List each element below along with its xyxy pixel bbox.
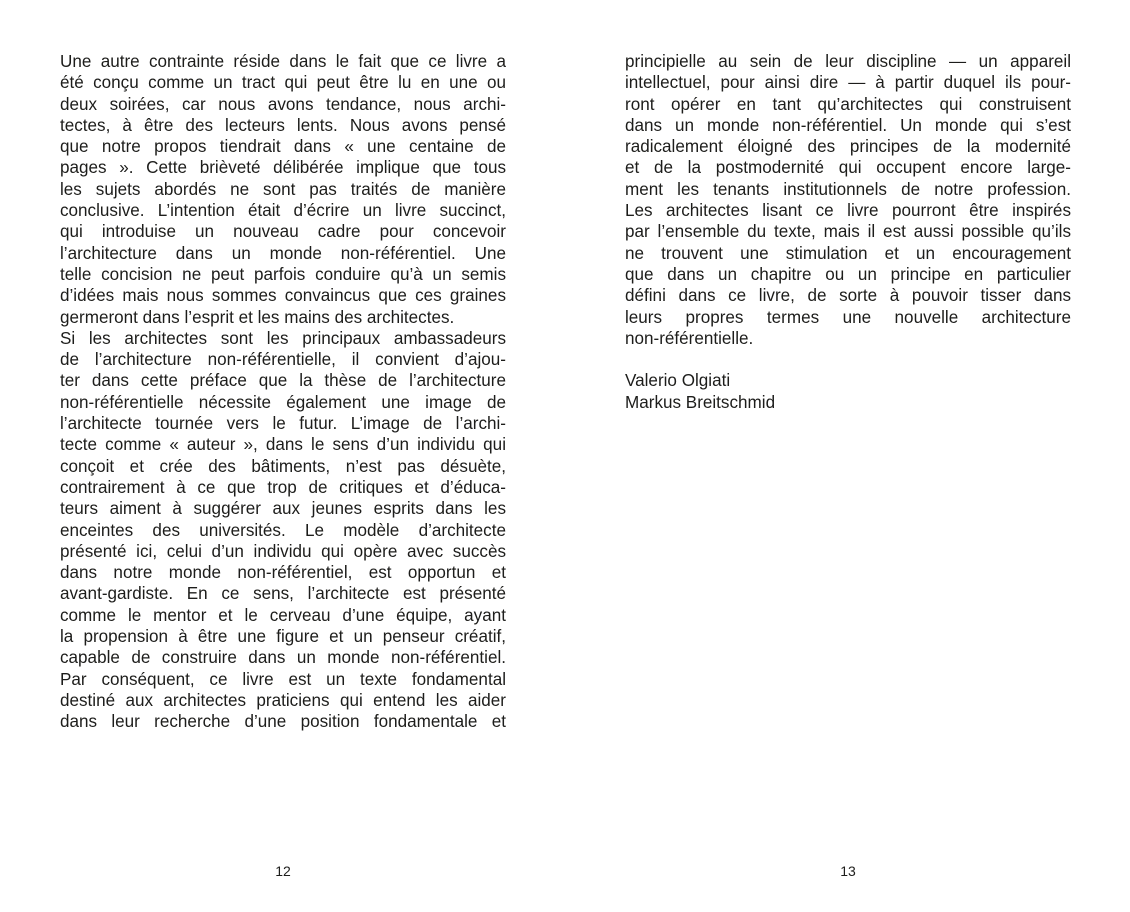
text-line: intellectuel, pour ainsi dire — à partir duquel ils pour- [625, 73, 1071, 93]
text-line: Par conséquent, ce livre est un texte fondamental [60, 669, 506, 689]
text-line: tecte comme « auteur », dans le sens d’un individu qui [60, 435, 506, 455]
text-line: défini dans ce livre, de sorte à pouvoir tisser dans [625, 286, 1071, 306]
text-line: dans leur recherche d’une position fondamentale et [60, 712, 506, 732]
text-line: de l’architecture non-référentielle, il convient d’ajou- [60, 350, 506, 370]
text-line: leurs propres termes une nouvelle architecture [625, 307, 1071, 327]
text-line: principielle au sein de leur discipline — un appareil [625, 52, 1071, 71]
page-number: 13 [840, 863, 856, 879]
text-line: teurs aiment à suggérer aux jeunes esprits dans les [60, 499, 506, 519]
text-line: les sujets abordés ne sont pas traités de manière [60, 179, 506, 199]
text-line: la propension à être une figure et un penseur créatif, [60, 627, 506, 647]
text-line: capable de construire dans un monde non-référentiel. [60, 648, 506, 668]
text-line: pages ». Cette brièveté délibérée implique que tous [60, 158, 506, 178]
text-line: par l’ensemble du texte, mais il est aussi possible qu’ils [625, 222, 1071, 242]
text-line: l’architecture dans un monde non-référentiel. Une [60, 243, 506, 263]
text-line: germeront dans l’esprit et les mains des architectes. [60, 307, 455, 327]
right-page [565, 0, 1130, 912]
text-line: présenté ici, celui d’un individu qui opère avec succès [60, 541, 506, 561]
text-line: avant-gardiste. En ce sens, l’architecte est présenté [60, 584, 506, 604]
text-line: ment les tenants institutionnels de notre profession. [625, 179, 1071, 199]
text-line: comme le mentor et le cerveau d’une équipe, ayant [60, 605, 506, 625]
text-line: ront opérer en tant qu’architectes qui construisent [625, 94, 1071, 114]
text-line: contrairement à ce que trop de critiques et d’éduca- [60, 477, 506, 497]
text-line: enceintes des universités. Le modèle d’architecte [60, 520, 506, 540]
text-line: Une autre contrainte réside dans le fait que ce livre a [60, 52, 506, 71]
text-line: conçoit et crée des bâtiments, n’est pas désuète, [60, 456, 506, 476]
text-line: qui introduise un nouveau cadre pour concevoir [60, 222, 506, 242]
text-line: été conçu comme un tract qui peut être lu en une ou [60, 73, 506, 93]
left-page-text [60, 51, 506, 733]
text-line: Si les architectes sont les principaux ambassadeurs [60, 328, 506, 348]
text-line: et de la postmodernité qui occupent encore large- [625, 158, 1071, 178]
text-line: non-référentielle. [625, 328, 754, 348]
text-line: d’idées mais nous sommes convaincus que ces graines [60, 286, 506, 306]
text-line: ter dans cette préface que la thèse de l’architecture [60, 371, 506, 391]
text-line: destiné aux architectes praticiens qui entend les aider [60, 690, 506, 710]
text-line: ne trouvent une stimulation et un encouragement [625, 243, 1071, 263]
text-line: que dans un chapitre ou un principe en particulier [625, 264, 1071, 284]
text-line: conclusive. L’intention était d’écrire un livre succinct, [60, 201, 506, 221]
page-number: 12 [275, 863, 291, 879]
text-line: Les architectes lisant ce livre pourront être inspirés [625, 201, 1071, 221]
text-line: tectes, à être des lecteurs lents. Nous avons pensé [60, 115, 506, 135]
author-name: Valerio Olgiati [625, 371, 731, 391]
text-line: dans un monde non-référentiel. Un monde qui s’est [625, 115, 1071, 135]
text-line: radicalement éloigné des principes de la modernité [625, 137, 1071, 157]
right-page-text [625, 51, 1071, 413]
signature [625, 370, 1071, 413]
text-line: non-référentielle nécessite également une image de [60, 392, 506, 412]
text-line: deux soirées, car nous avons tendance, nous archi- [60, 94, 506, 114]
text-line: telle concision ne peut parfois conduire qu’à un semis [60, 264, 506, 284]
text-line: dans notre monde non-référentiel, est opportun et [60, 563, 506, 583]
text-line: l’architecte tournée vers le futur. L’image de l’archi- [60, 414, 506, 434]
author-name: Markus Breitschmid [625, 392, 776, 412]
text-line: que notre propos tiendrait dans « une centaine de [60, 137, 506, 157]
